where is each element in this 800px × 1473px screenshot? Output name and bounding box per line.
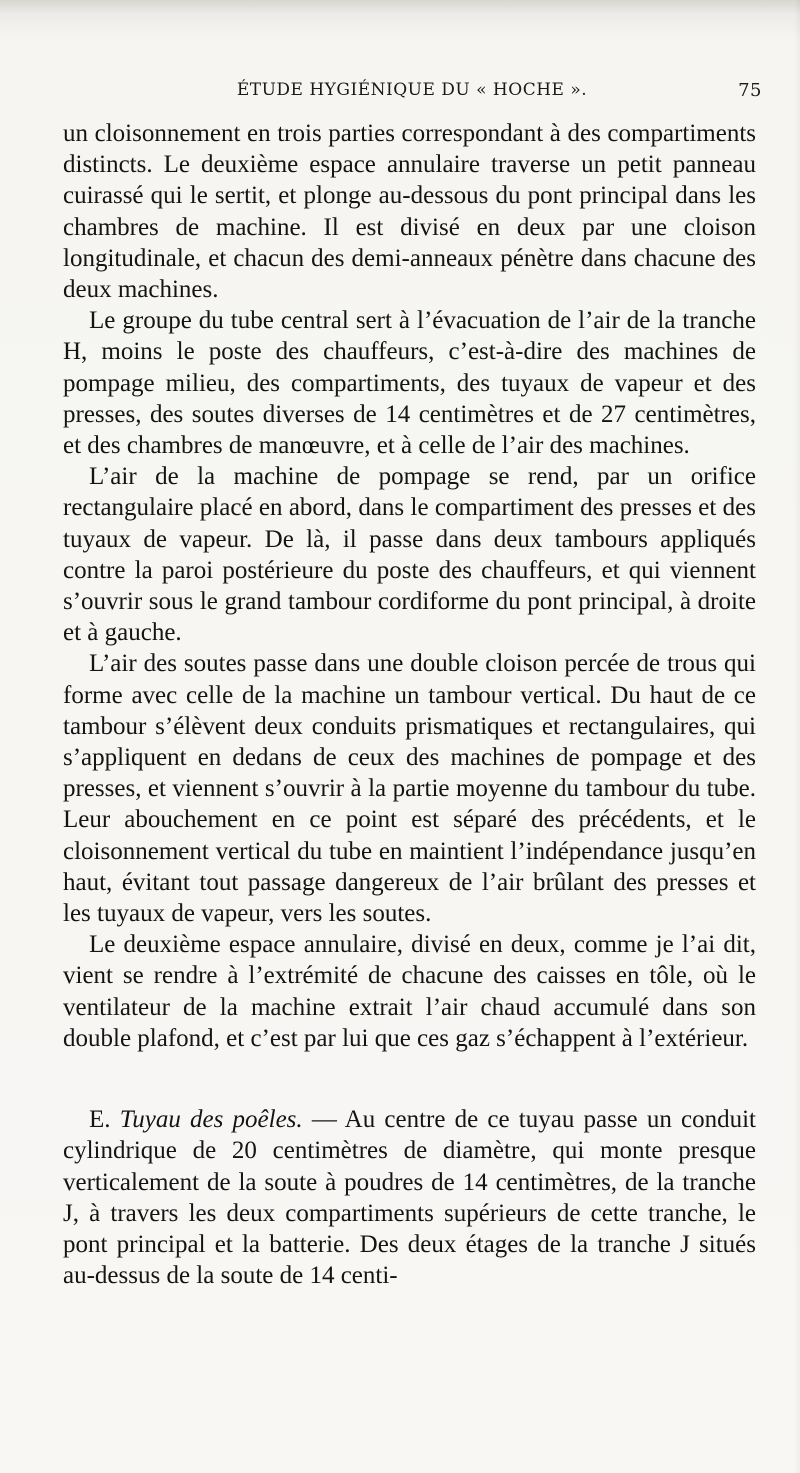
paragraph-deuxieme-espace: Le deuxième espace annulaire, divisé en deux, comme je l’ai dit, vient se rendre à l’extrémité de chacune des caisses en tôle, où le ventilateur de la machine extrait l’air chaud accumulé dans son double plafond, et c’est par lui que ces gaz s’échappent à l’extérieur. [63,931,756,1052]
page-edge-shadow [794,0,800,1473]
paragraph-soutes: L’air des soutes passe dans une double cloison percée de trous qui forme avec celle de la machine un tambour vertical. Du haut de ce tambour s’élèvent deux conduits prismatiques et rectangulaires, qui s’appliquent en dedans de ceux des machines de pompage et des presses, et viennent s’ouvrir à la partie moyenne du tambour du tube. Leur abouchement en ce point est séparé des précédents, et le cloisonnement vertical du tube en maintient l’indépendance jusqu’en haut, évitant tout passage dangereux de l’air brûlant des presses et les tuyaux de vapeur, vers les soutes. [63,650,756,928]
section-e-paragraph [63,1104,756,1291]
paragraph-continuation: un cloisonnement en trois parties correspondant à des compartiments distincts. Le deuxième espace annulaire traverse un petit panneau cuirassé qui le sertit, et plonge au-dessous du pont principal dans les chambres de machine. Il est divisé en deux par une cloison longitudinale, et chacun des demi-anneaux pénètre dans chacune des deux machines. [63,120,756,304]
running-title: ÉTUDE HYGIÉNIQUE DU « HOCHE ». [236,80,588,100]
section-e-title: Tuyau des poêles. [119,1106,303,1134]
running-header [62,80,762,110]
section-e-text: Au centre de ce tuyau passe un conduit cylindrique de 20 centimètres de diamètre, qui monte presque verticalement de la soute à poudres de 14 centimètres, de la tranche J, à travers les deux compartiments supérieurs de cette tranche, le pont principal et la batterie. Des deux étages de la tranche J situés au-dessus de la soute de 14 centi- [63,1106,757,1290]
paragraph-machine-pompage: L’air de la machine de pompage se rend, par un orifice rectangulaire placé en abord, dans le compartiment des presses et des tuyaux de vapeur. De là, il passe dans deux tambours appliqués contre la paroi postérieure du poste des chauffeurs, et qui viennent s’ouvrir sous le grand tambour cordiforme du pont principal, à droite et à gauche. [63,463,756,647]
section-e-dash: — [311,1106,337,1134]
section-e-label: E. [89,1106,111,1134]
paragraph-tube-central: Le groupe du tube central sert à l’évacuation de l’air de la tranche H, moins le poste des chauffeurs, c’est-à-dire des machines de pompage milieu, des compartiments, des tuyaux de vapeur et des presses, des soutes diverses de 14 centimètres et de 27 centimètres, et des chambres de manœuvre, et à celle de l’air des machines. [63,307,756,460]
page-number: 75 [738,80,762,101]
section-spacer [63,1054,756,1104]
body-text [63,118,756,1291]
